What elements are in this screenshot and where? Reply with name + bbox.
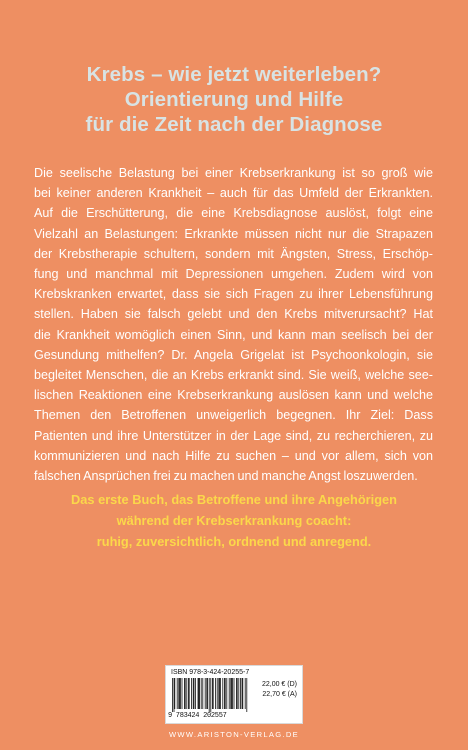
headline-line: für die Zeit nach der Diagnose bbox=[85, 113, 383, 136]
barcode-bar bbox=[219, 678, 220, 709]
barcode-bar bbox=[226, 678, 227, 709]
barcode-bar bbox=[231, 678, 232, 709]
barcode-bar bbox=[222, 678, 223, 709]
barcode-bar bbox=[242, 678, 243, 709]
blurb-line: Vielzahl an Belastungen: Erkrankte müssen nicht nur die Strapazen bbox=[34, 226, 433, 241]
blurb-line: die Krankheit womöglich einen Sinn, und kann man seelisch bei der bbox=[34, 327, 433, 342]
barcode-bar bbox=[198, 678, 199, 709]
tagline-line: während der Krebserkrankung coacht: bbox=[116, 513, 352, 528]
barcode-bar bbox=[232, 678, 233, 709]
barcode-bar bbox=[209, 678, 210, 712]
blurb-line: Auf die Erschütterung, die eine Krebsdiagnose auslöst, folgt eine bbox=[34, 206, 433, 221]
barcode-bar bbox=[174, 678, 175, 712]
barcode-bar bbox=[184, 678, 185, 709]
barcode-label bbox=[165, 665, 303, 724]
barcode-bar bbox=[246, 678, 247, 712]
barcode-bar bbox=[180, 678, 181, 709]
blurb-line: Gesundung mithelfen? Dr. Angela Grigelat ist Psychoonkologin, sie bbox=[34, 347, 433, 362]
blurb-line: lischen Reaktionen eine Krebserkrankung auslösen kann und welche bbox=[34, 388, 433, 403]
barcode-bar bbox=[188, 678, 189, 709]
barcode-bar bbox=[230, 678, 231, 709]
barcode-bar bbox=[218, 678, 219, 709]
barcode-bar bbox=[177, 678, 178, 709]
tagline-line: ruhig, zuversichtlich, ordnend und anregend. bbox=[96, 534, 372, 549]
barcode-icon bbox=[172, 678, 248, 712]
barcode-bar bbox=[178, 678, 179, 709]
barcode-bar bbox=[224, 678, 225, 709]
blurb-line: kommunizieren und nach Hilfe zu suchen – und vor allem, sich von bbox=[34, 448, 433, 463]
blurb-line: Krebskranken erwartet, dass sie sich Fragen zu ihrer Lebensführung bbox=[34, 287, 433, 302]
barcode-digits: 9 783424 202557 bbox=[168, 712, 227, 720]
barcode-bar bbox=[172, 678, 173, 712]
isbn-text: ISBN 978-3-424-20255-7 bbox=[171, 669, 250, 676]
blurb-line: bei keiner anderen Krankheit – auch für das Umfeld der Erkrankten. bbox=[34, 186, 433, 201]
barcode-bar bbox=[193, 678, 194, 709]
barcode-bar bbox=[225, 678, 226, 709]
barcode-bar bbox=[198, 678, 199, 709]
barcode-bar bbox=[189, 678, 190, 709]
barcode-bar bbox=[237, 678, 238, 709]
blurb-line: fung und manchmal mit Depressionen umgehen. Zudem wird von bbox=[34, 267, 433, 282]
barcode-bar bbox=[202, 678, 203, 709]
barcode-bar bbox=[210, 678, 211, 712]
barcode-bar bbox=[207, 678, 208, 709]
barcode-bar bbox=[217, 678, 218, 709]
barcode-bar bbox=[199, 678, 200, 709]
headline bbox=[0, 62, 468, 137]
barcode-bar bbox=[179, 678, 180, 709]
barcode-bar bbox=[186, 678, 187, 709]
barcode-bar bbox=[194, 678, 195, 709]
barcode-bar bbox=[191, 678, 192, 709]
blurb-line: stellen. Haben sie falsch gelebt und den Krebs mitverursacht? Hat bbox=[34, 307, 433, 322]
barcode-bar bbox=[242, 678, 243, 709]
barcode-bar bbox=[174, 678, 175, 709]
barcode-bar bbox=[182, 678, 183, 709]
barcode-bar bbox=[213, 678, 214, 709]
barcode-bar bbox=[206, 678, 207, 709]
barcode-bar bbox=[205, 678, 206, 709]
barcode-bar bbox=[212, 678, 213, 709]
blurb-line: Die seelische Belastung bei einer Krebserkrankung ist so groß wie bbox=[34, 166, 433, 180]
barcode-bar bbox=[215, 678, 216, 709]
barcode-bar bbox=[195, 678, 196, 709]
barcode-bar bbox=[238, 678, 239, 709]
blurb-line: Patienten und ihre Unterstützer in der Lage sind, zu recherchieren, zu bbox=[34, 428, 433, 443]
barcode-bar bbox=[220, 678, 221, 709]
barcode-bar bbox=[229, 678, 230, 709]
publisher-website: WWW.ARISTON-VERLAG.DE bbox=[168, 730, 300, 739]
blurb-line: der Krebstherapie schultern, sondern mit Ängsten, Stress, Erschöp- bbox=[34, 246, 433, 261]
blurb-line: begleitet Menschen, die an Krebs erkrankt sind. Sie weiß, welche see- bbox=[34, 368, 433, 383]
headline-line: Krebs – wie jetzt weiterleben? bbox=[86, 63, 382, 86]
headline-line: Orientierung und Hilfe bbox=[124, 88, 344, 111]
barcode-bar bbox=[245, 678, 246, 709]
barcode-bar bbox=[234, 678, 235, 709]
blurb-line: falschen Ansprüchen frei zu machen und manche Angst loszuwerden. bbox=[34, 469, 418, 484]
price-austria: 22,70 € (A) bbox=[262, 691, 297, 698]
blurb-paragraph bbox=[34, 163, 433, 486]
price-germany: 22,00 € (D) bbox=[261, 681, 297, 688]
blurb-line: Themen den Betroffenen unweigerlich begegnen. Ihr Ziel: Dass bbox=[34, 408, 433, 423]
barcode-bar bbox=[240, 678, 241, 709]
barcode-bar bbox=[201, 678, 202, 709]
tagline bbox=[0, 489, 468, 552]
tagline-line: Das erste Buch, das Betroffene und ihre Angehörigen bbox=[71, 492, 397, 507]
barcode-bar bbox=[236, 678, 237, 709]
barcode-bar bbox=[185, 678, 186, 709]
